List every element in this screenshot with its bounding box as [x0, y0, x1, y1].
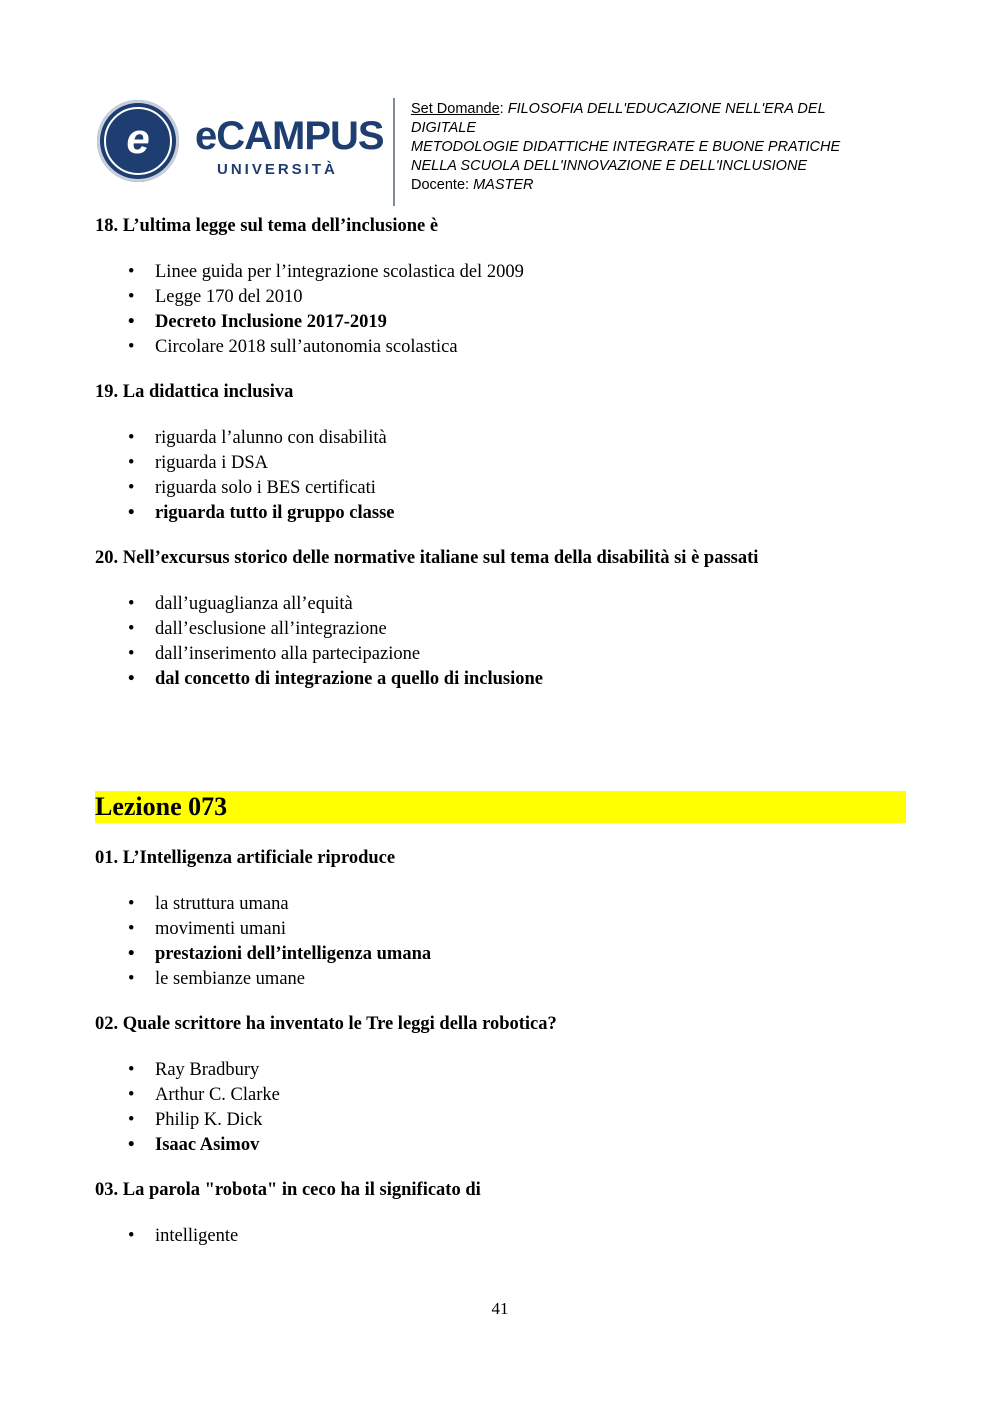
- answer-option: [95, 426, 907, 451]
- bullet-icon: •: [128, 1226, 135, 1246]
- answer-text: la struttura umana: [155, 894, 289, 914]
- answer-text: Decreto Inclusione 2017-2019: [155, 312, 387, 332]
- questions-section-a: [95, 212, 907, 710]
- lesson-heading: [95, 791, 906, 823]
- universita-wordmark: UNIVERSITÀ: [217, 161, 338, 178]
- answer-list: [95, 426, 907, 526]
- page-number: 41: [491, 1299, 509, 1318]
- answer-list: [95, 260, 907, 360]
- answer-option: [95, 1083, 907, 1108]
- answer-text: dall’inserimento alla partecipazione: [155, 644, 421, 664]
- bullet-icon: •: [128, 969, 135, 989]
- set-line-2: [411, 119, 911, 138]
- bullet-icon: •: [128, 619, 135, 639]
- answer-option-correct: [95, 942, 907, 967]
- page-header: [95, 96, 915, 206]
- ecampus-wordmark: eCAMPUS: [195, 114, 384, 158]
- answer-text: dall’esclusione all’integrazione: [155, 619, 387, 639]
- answer-text: le sembianze umane: [155, 969, 305, 989]
- course-line-1: [411, 138, 911, 157]
- bullet-icon: •: [128, 1135, 135, 1155]
- answer-option: [95, 476, 907, 501]
- answer-list: [95, 592, 907, 692]
- course-value-2: NELLA SCUOLA DELL'INNOVAZIONE E DELL'INCLUSIONE: [411, 158, 808, 174]
- answer-list: [95, 1224, 907, 1249]
- answer-text: Philip K. Dick: [155, 1110, 263, 1130]
- answer-option: [95, 260, 907, 285]
- answer-option-correct: [95, 667, 907, 692]
- course-line-2: [411, 157, 911, 176]
- docente-line: [411, 176, 911, 195]
- answer-option: [95, 917, 907, 942]
- answer-option-correct: [95, 310, 907, 335]
- answer-text: Isaac Asimov: [155, 1135, 260, 1155]
- question-text: 02. Quale scrittore ha inventato le Tre leggi della robotica?: [95, 1014, 557, 1034]
- answer-list: [95, 1058, 907, 1158]
- seal-mark: e: [126, 115, 150, 162]
- set-value-1: FILOSOFIA DELL'EDUCAZIONE NELL'ERA DEL: [507, 101, 826, 117]
- bullet-icon: •: [128, 312, 135, 332]
- docente-label: Docente:: [411, 177, 474, 193]
- answer-text: prestazioni dell’intelligenza umana: [155, 944, 432, 964]
- bullet-icon: •: [128, 894, 135, 914]
- answer-list: [95, 892, 907, 992]
- answer-option: [95, 1108, 907, 1133]
- question-text: 19. La didattica inclusiva: [95, 382, 294, 402]
- bullet-icon: •: [128, 428, 135, 448]
- answer-option: [95, 892, 907, 917]
- set-label: Set Domande: [411, 101, 500, 117]
- answer-option: [95, 285, 907, 310]
- bullet-icon: •: [128, 919, 135, 939]
- bullet-icon: •: [128, 644, 135, 664]
- answer-option: [95, 335, 907, 360]
- answer-text: Linee guida per l’integrazione scolastica del 2009: [155, 262, 524, 282]
- answer-option-correct: [95, 1133, 907, 1158]
- bullet-icon: •: [128, 478, 135, 498]
- set-line-1: [411, 100, 911, 119]
- answer-option: [95, 1058, 907, 1083]
- ecampus-seal-logo: [97, 100, 179, 182]
- header-divider: [393, 98, 395, 206]
- answer-option: [95, 592, 907, 617]
- answer-text: Ray Bradbury: [155, 1060, 260, 1080]
- answer-text: riguarda solo i BES certificati: [155, 478, 376, 498]
- answer-text: intelligente: [155, 1226, 239, 1246]
- bullet-icon: •: [128, 337, 135, 357]
- question-text: 01. L’Intelligenza artificiale riproduce: [95, 848, 396, 868]
- answer-option: [95, 1224, 907, 1249]
- bullet-icon: •: [128, 594, 135, 614]
- course-value-1: METODOLOGIE DIDATTICHE INTEGRATE E BUONE PRATICHE: [411, 139, 841, 155]
- bullet-icon: •: [128, 1085, 135, 1105]
- answer-option: [95, 967, 907, 992]
- bullet-icon: •: [128, 669, 135, 689]
- answer-option: [95, 617, 907, 642]
- bullet-icon: •: [128, 453, 135, 473]
- bullet-icon: •: [128, 944, 135, 964]
- docente-value: MASTER: [473, 177, 534, 193]
- lesson-title: Lezione 073: [95, 792, 228, 821]
- answer-option: [95, 451, 907, 476]
- set-value-2: DIGITALE: [411, 120, 476, 136]
- question-text: 18. L’ultima legge sul tema dell’inclusione è: [95, 216, 439, 236]
- answer-option-correct: [95, 501, 907, 526]
- question-text: 20. Nell’excursus storico delle normative italiane sul tema della disabilità si è passati: [95, 548, 759, 568]
- bullet-icon: •: [128, 503, 135, 523]
- questions-section-b: [95, 844, 907, 1267]
- answer-text: Circolare 2018 sull’autonomia scolastica: [155, 337, 458, 357]
- bullet-icon: •: [128, 1060, 135, 1080]
- header-info: [411, 100, 911, 195]
- answer-text: riguarda i DSA: [155, 453, 269, 473]
- bullet-icon: •: [128, 1110, 135, 1130]
- answer-text: Legge 170 del 2010: [155, 287, 303, 307]
- answer-text: dal concetto di integrazione a quello di inclusione: [155, 669, 543, 689]
- bullet-icon: •: [128, 262, 135, 282]
- answer-text: Arthur C. Clarke: [155, 1085, 280, 1105]
- set-sep: :: [499, 101, 508, 117]
- answer-text: dall’uguaglianza all’equità: [155, 594, 353, 614]
- answer-text: riguarda tutto il gruppo classe: [155, 503, 395, 523]
- answer-text: movimenti umani: [155, 919, 287, 939]
- bullet-icon: •: [128, 287, 135, 307]
- question-text: 03. La parola "robota" in ceco ha il significato di: [95, 1180, 481, 1200]
- answer-text: riguarda l’alunno con disabilità: [155, 428, 387, 448]
- answer-option: [95, 642, 907, 667]
